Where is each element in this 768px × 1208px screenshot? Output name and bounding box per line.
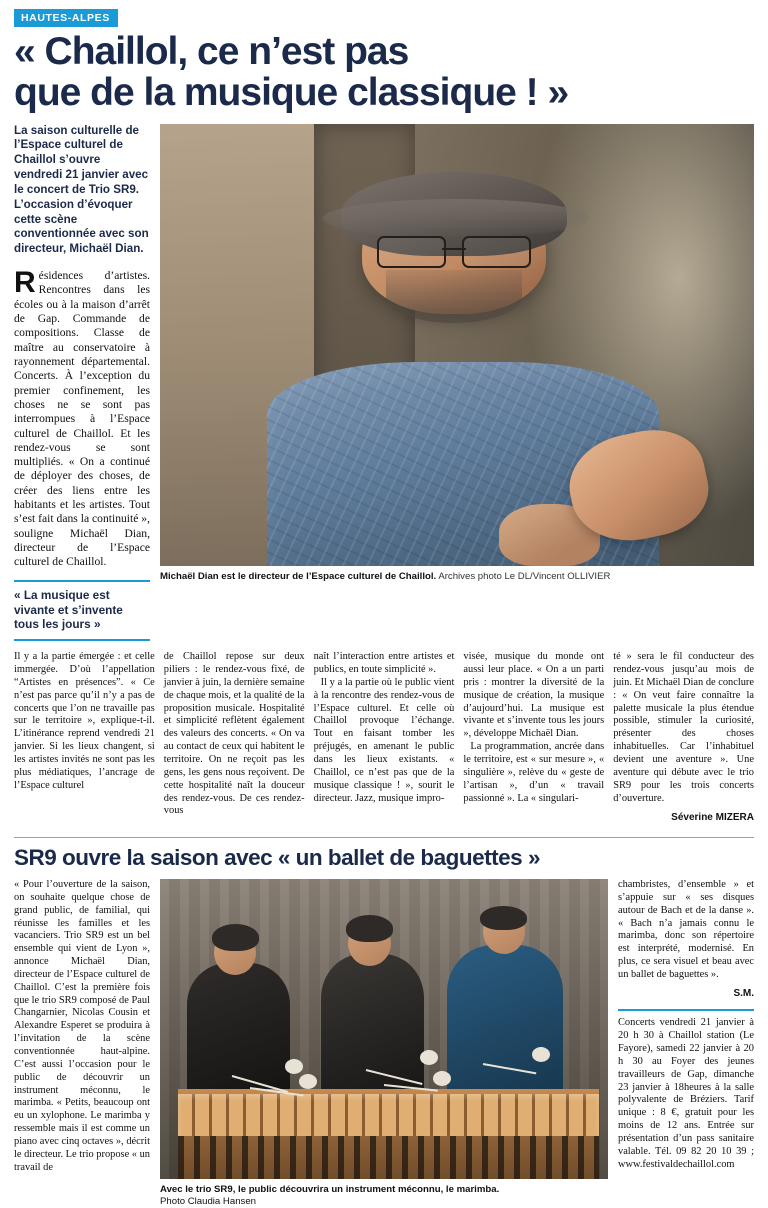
secondary-author-signature: S.M. <box>733 987 754 999</box>
body-column-1 <box>14 651 155 824</box>
pull-quote: « La musique est vivante et s’invente tous les jours » <box>14 580 150 642</box>
photo-subject-beard <box>386 270 523 323</box>
photo2-marimba-resonators <box>178 1136 599 1179</box>
photo2-musician-3-hair <box>480 906 527 930</box>
photo-credit: Archives photo Le DL/Vincent OLLIVIER <box>438 570 611 582</box>
body-column-4 <box>463 651 604 824</box>
article-main-top <box>14 124 754 642</box>
headline-line-1: « Chaillol, ce n’est pas <box>14 30 409 73</box>
photo-caption-main <box>160 571 754 583</box>
photo2-musician-2-hair <box>346 915 393 942</box>
author-signature: Séverine MIZERA <box>671 812 754 824</box>
drop-cap: R <box>14 266 36 300</box>
photo-trio-sr9 <box>160 879 608 1179</box>
secondary-article-title: SR9 ouvre la saison avec « un ballet de baguettes » <box>14 844 540 870</box>
secondary-photo-column <box>160 879 608 1208</box>
photo2-mallet-head-3 <box>420 1050 438 1065</box>
section-divider <box>14 837 754 838</box>
paragraph: de Chaillol repose sur deux piliers : le rendez-vous fixé, de janvier à juin, la dernière semaine de chaque mois, et la qualité de la proposition musicale. Hospitalité et simplicité reflètent également des valeurs des concerts. « On va au contact de ceux qui habitent le territoire. On ne reçoit pas les gens, les gens nous reçoivent. De cette hospitalité naît la douceur des rendez-vous. De ces rendez-vous <box>163 651 305 817</box>
photo2-mallet-head-2 <box>299 1074 317 1089</box>
article-intro-text: ésidences d’artistes. Rencontres dans les écoles ou à la maison d’arrêt de Gap. Commande de compositions. Classe de maître au conservatoire à rayonnement départemental. Concerts. À l’exception du premier confinement, les choses ne se sont pas interrompues à l’Espace culturel de Chaillol. Et les rendez-vous se sont multipliés. « On a continué de déployer des choses, de créer des liens entre les habitants et les artistes. Tout s’est fait dans la continuité », souligne Michaël Dian, directeur de l’Espace culturel de Chaillol. <box>14 269 150 569</box>
article-intro-paragraph <box>14 266 150 570</box>
photo2-credit: Photo Claudia Hansen <box>160 1196 257 1207</box>
photo2-mallet-head-5 <box>532 1047 550 1062</box>
page-title <box>14 31 754 114</box>
practical-info-box: Concerts vendredi 21 janvier à 20 h 30 à Chaillol station (Le Fayore), samedi 22 janvier à 20 h 30 au Foyer des jeunes travailleurs de Gap, dimanche 23 janvier à 18heures à la salle polyvalente de Bréziers. Tarif unique : 8 €, gratuit pour les moins de 12 ans. Entrée sur présentation d’un pass sanitaire valable. Tél. 09 82 20 10 39 ; www.festivaldechaillol.com <box>618 1009 754 1172</box>
article-standfirst: La saison culturelle de l’Espace culturel de Chaillol s’ouvre vendredi 21 janvier avec le concert de Trio SR9. L’occasion d’évoquer cette scène conventionnée avec son directeur, Michaël Dian. <box>14 123 149 256</box>
photo-michael-dian <box>160 124 754 566</box>
article-main <box>0 124 768 825</box>
paragraph: té » sera le fil conducteur des rendez-vous jusqu’au mois de juin. Et Michaël Dian de conclure : « On veut faire connaître la palette musicale la plus étendue possible, stimuler la curiosité, présenter des choses inhabituelles. Car l’inhabituel devient une aventure ». Une aventure qui débute avec le trio SR9 pour les trois concerts d’ouverture. <box>613 651 754 804</box>
article-main-photo-column <box>160 124 754 642</box>
secondary-right-column <box>618 879 754 1208</box>
article-main-body <box>14 651 754 824</box>
paragraph: La programmation, ancrée dans le territoire, est « sur mesure », « singulière », relève du « geste de l’artisan », d’un « travail passionné ». La « singulari- <box>463 741 605 804</box>
body-column-3 <box>314 651 455 824</box>
photo-caption-secondary <box>160 1184 608 1208</box>
paragraph: naît l’interaction entre artistes et publics, en toute simplicité ». <box>313 651 455 676</box>
headline-line-2: que de la musique classique ! » <box>14 71 569 115</box>
photo-subject-glasses <box>377 236 531 264</box>
photo2-musician-1-hair <box>212 924 259 951</box>
photo-caption-text: Michaël Dian est le directeur de l’Espace culturel de Chaillol. <box>160 570 437 582</box>
photo2-marimba <box>178 1089 599 1179</box>
article-main-left-column <box>14 124 150 642</box>
paragraph: chambristes, d’ensemble » et s’appuie sur « ses disques autour de Bach et de la danse ». « Bach n’a jamais connu le marimba, donc son répertoire est interprété, modernisé. En plus, ce sera visuel et beau avec un ballet de baguettes ». <box>618 879 754 980</box>
photo2-caption-text: Avec le trio SR9, le public découvrira un instrument méconnu, le marimba. <box>160 1184 500 1196</box>
paragraph: « Pour l’ouverture de la saison, on souhaite quelque chose de grand public, de familial, qui réunisse les familles et les vacanciers. Trio SR9 est un bel ensemble qui vient de Lyon », annonce Michaël Dian, directeur de l’Espace culturel de Chaillol. C’est la première fois que le trio SR9 composé de Paul Changarnier, Nicolas Cousin et Alexandre Esperet se produira à l’invitation de la scène conventionnée haut-alpine. C’est aussi l’occasion pour le public de découvrir un instrument méconnu, le marimba. « Petits, beaucoup ont eu un xylophone. Le marimba y ressemble mais il est comme un piano avec cinq octaves », décrit le directeur. Le trio propose « un travail de <box>14 879 150 1173</box>
secondary-left-column <box>14 879 150 1208</box>
article-secondary <box>14 879 754 1208</box>
paragraph: Il y a la partie où le public vient à la rencontre des rendez-vous de l’Espace culturel. Et celle où Chaillol provoque l’échange. Tout en faisant tomber les préjugés, en amenant le public dans les lieux existants. « Chaillol, ce n’est pas que de la musique classique ! », sourit le directeur. Jazz, musique impro- <box>313 676 455 804</box>
paragraph: Il y a la partie émergée : et celle immergée. D’où l’appellation “Artistes en présences”. « Ce n’est pas parce qu’il n’y a pas de concerts que l’on ne travaille pas sur le territoire », explique-t-il. L’itinérance reprend vendredi 21 janvier. Si les lieux changent, si les artistes invités ne sont pas les plus médiatiques, l’ancrage de l’Espace culturel <box>14 651 155 791</box>
photo2-musician-3 <box>447 945 563 1101</box>
photo2-musician-1 <box>187 963 290 1101</box>
section-kicker: HAUTES-ALPES <box>14 9 118 27</box>
photo2-marimba-bars <box>178 1094 599 1135</box>
paragraph: visée, musique du monde ont aussi leur place. « On a un parti pris : montrer la diversité de la musique de création, la musique d’aujourd’hui. La musique est vivante et s’invente tous les jours », développe Michaël Dian. <box>463 651 605 740</box>
body-column-2 <box>164 651 305 824</box>
body-column-5 <box>613 651 754 824</box>
